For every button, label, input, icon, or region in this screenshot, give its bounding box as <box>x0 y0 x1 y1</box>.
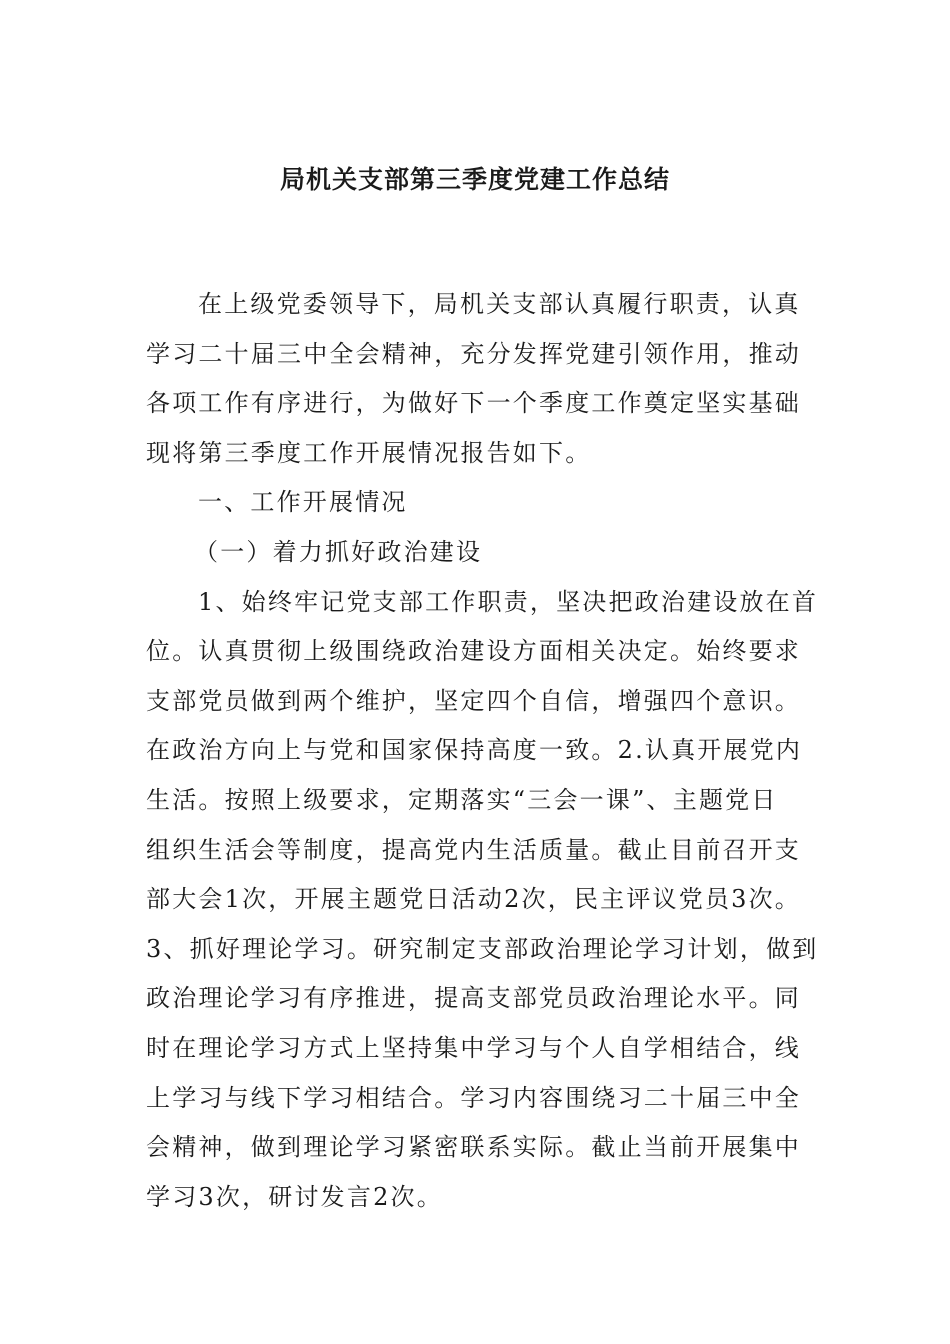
paragraph-line: 上学习与线下学习相结合。学习内容围绕习二十届三中全 <box>146 1083 801 1112</box>
paragraph-line: 学习二十届三中全会精神，充分发挥党建引领作用，推动 <box>146 339 801 368</box>
paragraph-line: 现将第三季度工作开展情况报告如下。 <box>146 438 592 467</box>
paragraph-line: 1、始终牢记党支部工作职责，坚决把政治建设放在首 <box>198 587 819 616</box>
paragraph-line: 各项工作有序进行，为做好下一个季度工作奠定坚实基础 <box>146 389 801 418</box>
paragraph-line: 时在理论学习方式上坚持集中学习与个人自学相结合，线 <box>146 1033 801 1062</box>
paragraph-line: 组织生活会等制度，提高党内生活质量。截止目前召开支 <box>146 835 801 864</box>
paragraph-line: 位。认真贯彻上级围绕政治建设方面相关决定。始终要求 <box>146 637 801 666</box>
paragraph-line: 支部党员做到两个维护，坚定四个自信，增强四个意识。 <box>146 686 801 715</box>
paragraph-line: 会精神，做到理论学习紧密联系实际。截止当前开展集中 <box>146 1133 801 1162</box>
paragraph-line: 部大会1次，开展主题党日活动2次，民主评议党员3次。 <box>146 885 802 914</box>
document-title: 局机关支部第三季度党建工作总结 <box>279 165 670 194</box>
paragraph-line: 生活。按照上级要求，定期落实“三会一课”、主题党日 <box>146 785 778 814</box>
section-heading: 一、工作开展情况 <box>198 488 408 517</box>
paragraph-line: 3、抓好理论学习。研究制定支部政治理论学习计划，做到 <box>146 934 819 963</box>
document-body <box>146 280 819 1222</box>
paragraph-line: 在政治方向上与党和国家保持高度一致。2.认真开展党内 <box>146 736 803 765</box>
paragraph-line: 学习3次，研讨发言2次。 <box>146 1182 443 1211</box>
subsection-heading: （一）着力抓好政治建设 <box>194 537 483 566</box>
paragraph-line: 在上级党委领导下，局机关支部认真履行职责，认真 <box>198 290 801 318</box>
paragraph-line: 政治理论学习有序推进，提高支部党员政治理论水平。同 <box>146 984 801 1013</box>
